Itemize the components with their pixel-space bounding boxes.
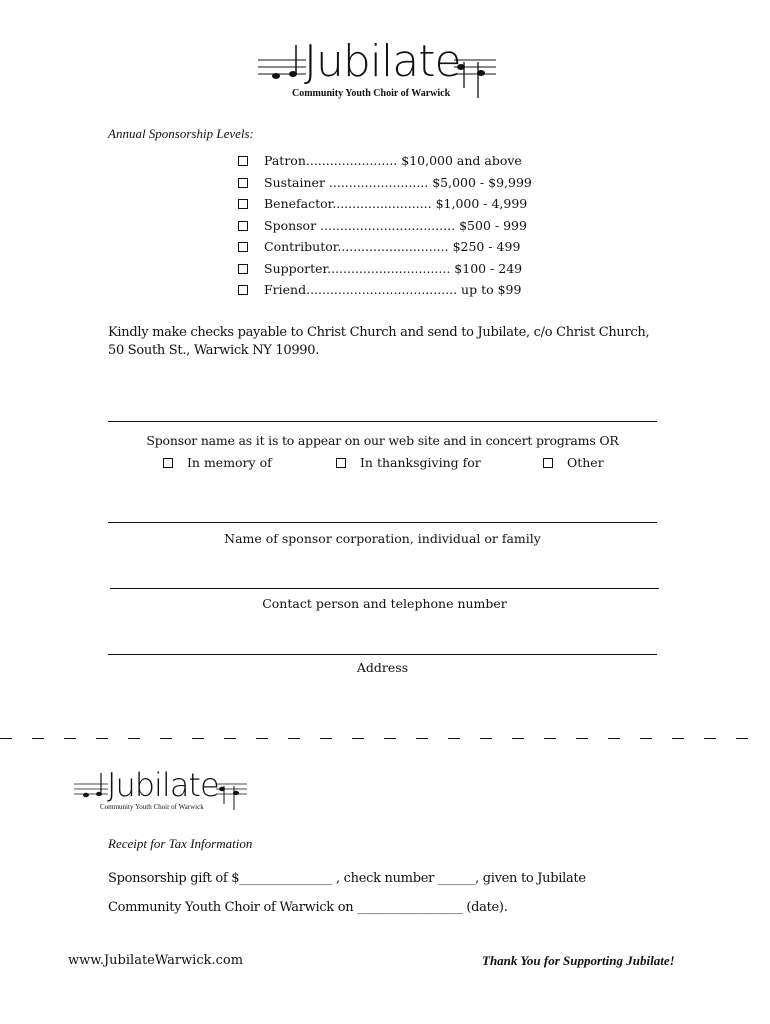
option-in-memory: [163, 455, 272, 470]
thank-you-note: Thank You for Supporting Jubilate!: [482, 953, 675, 968]
level-label: Contributor............................ $250 - 499: [264, 239, 521, 254]
receipt-logo-title: Jubilate: [107, 766, 219, 804]
checkbox[interactable]: [163, 458, 173, 468]
header-logo: [258, 36, 500, 102]
contact-caption: Contact person and telephone number: [262, 596, 507, 611]
contact-line[interactable]: [110, 588, 659, 589]
address-line[interactable]: [108, 654, 657, 655]
checkbox[interactable]: [238, 178, 248, 188]
instructions-line-1: Kindly make checks payable to Christ Church and send to Jubilate, c/o Christ Church,: [108, 325, 650, 340]
level-label: Supporter............................... $100 - 249: [264, 261, 523, 276]
website-link[interactable]: www.JubilateWarwick.com: [68, 953, 244, 968]
level-label: Patron....................... $10,000 and above: [264, 153, 522, 168]
receipt-logo: [74, 766, 250, 814]
sponsor-full-name-line[interactable]: [108, 522, 657, 523]
option-thanksgiving: [336, 455, 481, 470]
sponsor-name-line[interactable]: [108, 421, 657, 422]
level-label: Sustainer ......................... $5,000 - $9,999: [264, 175, 532, 190]
option-other: [543, 455, 604, 470]
cut-line: [0, 0, 770, 1]
option-label: Other: [566, 455, 604, 470]
level-label: Benefactor......................... $1,000 - 4,999: [264, 196, 528, 211]
checkbox[interactable]: [238, 285, 248, 295]
sponsor-name-caption: Sponsor name as it is to appear on our web site and in concert programs OR: [146, 433, 619, 448]
logo-title: Jubilate: [304, 36, 461, 87]
instructions-line-2: 50 South St., Warwick NY 10990.: [108, 343, 320, 358]
receipt-line-2: Community Youth Choir of Warwick on _________________ (date).: [108, 900, 508, 915]
option-label: In memory of: [186, 455, 272, 470]
sponsor-full-name-caption: Name of sponsor corporation, individual or family: [224, 531, 541, 546]
logo-subtitle: Community Youth Choir of Warwick: [292, 88, 451, 99]
level-label: Friend...................................... up to $99: [264, 282, 522, 297]
checkbox[interactable]: [238, 242, 248, 252]
address-caption: Address: [356, 660, 409, 675]
option-label: In thanksgiving for: [359, 455, 481, 470]
checkbox[interactable]: [238, 221, 248, 231]
checkbox[interactable]: [238, 264, 248, 274]
checkbox[interactable]: [238, 156, 248, 166]
receipt-line-1: Sponsorship gift of $_______________ , check number ______, given to Jubilate: [108, 871, 586, 886]
checkbox[interactable]: [336, 458, 346, 468]
levels-heading: Annual Sponsorship Levels:: [108, 126, 254, 141]
receipt-logo-subtitle: Community Youth Choir of Warwick: [100, 803, 204, 811]
checkbox[interactable]: [543, 458, 553, 468]
receipt-heading: Receipt for Tax Information: [108, 836, 253, 851]
checkbox[interactable]: [238, 199, 248, 209]
level-label: Sponsor .................................. $500 - 999: [264, 218, 527, 233]
